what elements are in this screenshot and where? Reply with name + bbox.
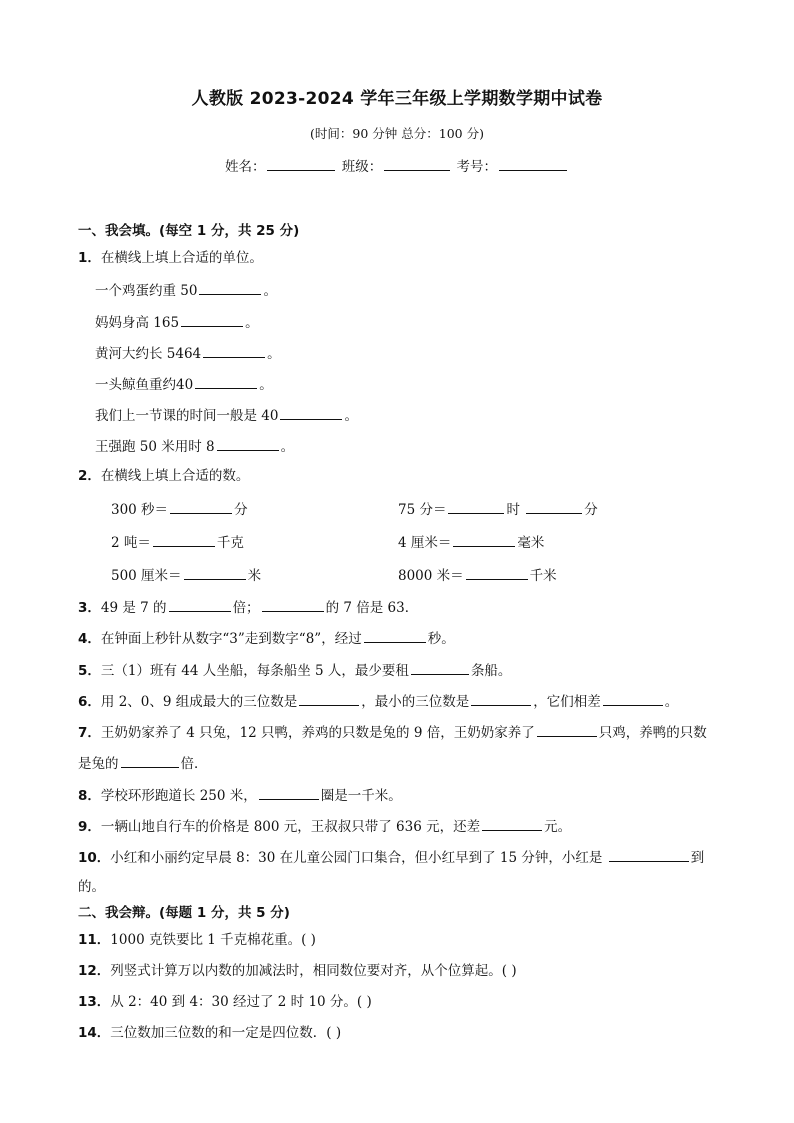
- question-number: 3．: [78, 600, 101, 616]
- question-5: [78, 660, 511, 680]
- q1-item: [95, 343, 281, 363]
- question-2: [78, 467, 249, 485]
- q1-item-end: 。: [280, 439, 295, 455]
- answer-blank[interactable]: [280, 405, 342, 420]
- section-2-title: 二、我会辩。(每题 1 分，共 5 分): [78, 905, 290, 921]
- q1-item-end: 。: [263, 283, 277, 299]
- q2-item-unit: 毫米: [517, 535, 545, 551]
- q2-item: [398, 499, 598, 519]
- q2-item-text: 500 厘米＝: [111, 568, 182, 584]
- answer-blank[interactable]: [603, 691, 663, 706]
- question-number: 2．: [78, 468, 101, 484]
- q2-item-unit: 分: [584, 502, 598, 518]
- question-4: [78, 628, 455, 648]
- question-text: 用 2、0、9 组成最大的三位数是: [100, 694, 298, 710]
- question-text: 。: [664, 694, 679, 710]
- q1-item: [95, 280, 277, 300]
- question-text: 学校环形跑道长 250 米，: [100, 788, 257, 804]
- question-text: 在横线上填上合适的单位。: [100, 250, 263, 266]
- exam-title: 人教版 2023-2024 学年三年级上学期数学期中试卷: [191, 89, 603, 109]
- q2-item: [398, 565, 557, 585]
- q1-item: [95, 312, 259, 332]
- q1-item-end: 。: [245, 315, 259, 331]
- question-text: 小红和小丽约定早晨 8：30 在儿童公园门口集合，但小红早到了 15 分钟，小红是: [110, 850, 603, 866]
- question-10-cont: [78, 878, 105, 896]
- q2-item-text: 75 分＝: [398, 502, 447, 518]
- q2-item-unit: 分: [234, 502, 248, 518]
- q1-item: [95, 436, 294, 456]
- answer-blank[interactable]: [526, 499, 582, 514]
- name-blank[interactable]: [267, 156, 335, 171]
- answer-blank[interactable]: [199, 280, 261, 295]
- answer-blank[interactable]: [181, 312, 243, 327]
- q2-item-unit: 时: [506, 502, 520, 518]
- answer-blank[interactable]: [259, 785, 319, 800]
- question-number: 14．: [78, 1025, 111, 1041]
- answer-blank[interactable]: [299, 691, 359, 706]
- exam-subtitle: (时间：90 分钟 总分：100 分): [310, 126, 484, 141]
- question-text: 三（1）班有 44 人坐船，每条船坐 5 人，最少要租: [100, 663, 409, 679]
- question-7: [78, 722, 707, 742]
- question-number: 7．: [78, 725, 101, 741]
- answer-blank[interactable]: [195, 374, 257, 389]
- answer-blank[interactable]: [448, 499, 504, 514]
- question-number: 1．: [78, 250, 101, 266]
- answer-blank[interactable]: [411, 660, 469, 675]
- question-text: 到: [690, 850, 705, 866]
- question-text: 一辆山地自行车的价格是 800 元，王叔叔只带了 636 元，还差: [100, 819, 481, 835]
- q2-item-text: 8000 米＝: [398, 568, 464, 584]
- question-text: 1000 克铁要比 1 千克棉花重。( ): [110, 932, 316, 948]
- answer-blank[interactable]: [537, 722, 597, 737]
- q1-item: [95, 405, 358, 425]
- question-10: [78, 847, 704, 867]
- question-text: 在横线上填上合适的数。: [100, 468, 250, 484]
- question-text: ，最小的三位数是: [361, 694, 470, 710]
- q1-item: [95, 374, 273, 394]
- q2-item-text: 300 秒＝: [111, 502, 169, 518]
- question-11: [78, 931, 316, 949]
- question-text: 秒。: [427, 631, 455, 647]
- question-number: 9．: [78, 819, 101, 835]
- question-number: 4．: [78, 631, 101, 647]
- question-14: [78, 1024, 341, 1042]
- section-1-title: 一、我会填。(每空 1 分，共 25 分): [78, 223, 300, 239]
- question-text: 是兔的: [78, 756, 119, 772]
- exam-no-blank[interactable]: [499, 156, 567, 171]
- q2-item-unit: 米: [247, 568, 262, 584]
- q2-item-text: 4 厘米＝: [398, 535, 452, 551]
- question-text: 倍．: [180, 756, 208, 772]
- question-text: 王奶奶家养了 4 只兔，12 只鸭，养鸡的只数是兔的 9 倍，王奶奶家养了: [100, 725, 535, 741]
- question-text: 元。: [544, 819, 572, 835]
- q2-item-text: 2 吨＝: [111, 535, 151, 551]
- class-label: 班级：: [341, 159, 383, 175]
- q1-item-text: 妈妈身高 165: [95, 315, 180, 331]
- question-text: 的 7 倍是 63．: [325, 600, 419, 616]
- class-blank[interactable]: [384, 156, 450, 171]
- question-6: [78, 691, 678, 711]
- answer-blank[interactable]: [170, 499, 232, 514]
- student-info-row: [0, 155, 794, 175]
- question-text: 圈是一千米。: [320, 788, 402, 804]
- answer-blank[interactable]: [184, 565, 246, 580]
- question-text: 三位数加三位数的和一定是四位数．( ): [110, 1025, 342, 1041]
- answer-blank[interactable]: [153, 532, 215, 547]
- question-number: 13．: [78, 994, 111, 1010]
- question-text: ，它们相差: [533, 694, 601, 710]
- exam-no-label: 考号：: [456, 159, 498, 175]
- q1-item-text: 一头鲸鱼重约40: [95, 377, 194, 393]
- answer-blank[interactable]: [217, 436, 279, 451]
- q2-item: [111, 532, 244, 552]
- answer-blank[interactable]: [121, 753, 179, 768]
- answer-blank[interactable]: [262, 597, 324, 612]
- question-text: 倍；: [232, 600, 260, 616]
- answer-blank[interactable]: [482, 816, 542, 831]
- q2-item-unit: 千克: [216, 535, 244, 551]
- question-3: [78, 597, 418, 617]
- answer-blank[interactable]: [169, 597, 231, 612]
- q1-item-end: 。: [267, 346, 281, 362]
- question-number: 5．: [78, 663, 101, 679]
- question-number: 6．: [78, 694, 101, 710]
- name-label: 姓名：: [224, 159, 266, 175]
- question-8: [78, 785, 402, 805]
- q2-item: [111, 499, 248, 519]
- q2-item-unit: 千米: [529, 568, 557, 584]
- question-number: 11．: [78, 932, 111, 948]
- q1-item-text: 黄河大约长 5464: [95, 346, 202, 362]
- question-text: 只鸡，养鸭的只数: [598, 725, 707, 741]
- question-number: 12．: [78, 963, 111, 979]
- question-text: 条船。: [470, 663, 512, 679]
- question-1: [78, 249, 263, 267]
- question-text: 的。: [78, 879, 105, 895]
- answer-blank[interactable]: [453, 532, 515, 547]
- question-text: 49 是 7 的: [100, 600, 167, 616]
- answer-blank[interactable]: [609, 847, 689, 862]
- question-number: 8．: [78, 788, 101, 804]
- q2-item: [111, 565, 261, 585]
- q1-item-end: 。: [259, 377, 273, 393]
- question-12: [78, 962, 517, 980]
- q1-item-text: 一个鸡蛋约重 50: [95, 283, 198, 299]
- q1-item-text: 我们上一节课的时间一般是 40: [95, 408, 279, 424]
- q1-item-end: 。: [344, 408, 358, 424]
- question-text: 在钟面上秒针从数字“3”走到数字“8”，经过: [100, 631, 362, 647]
- answer-blank[interactable]: [466, 565, 528, 580]
- q1-item-text: 王强跑 50 米用时 8: [95, 439, 215, 455]
- answer-blank[interactable]: [471, 691, 531, 706]
- answer-blank[interactable]: [364, 628, 426, 643]
- question-7-cont: [78, 753, 208, 773]
- question-13: [78, 993, 372, 1011]
- answer-blank[interactable]: [203, 343, 265, 358]
- question-9: [78, 816, 571, 836]
- question-text: 列竖式计算万以内数的加减法时，相同数位要对齐，从个位算起。( ): [110, 963, 517, 979]
- question-text: 从 2：40 到 4：30 经过了 2 时 10 分。( ): [110, 994, 372, 1010]
- question-number: 10．: [78, 850, 111, 866]
- q2-item: [398, 532, 544, 552]
